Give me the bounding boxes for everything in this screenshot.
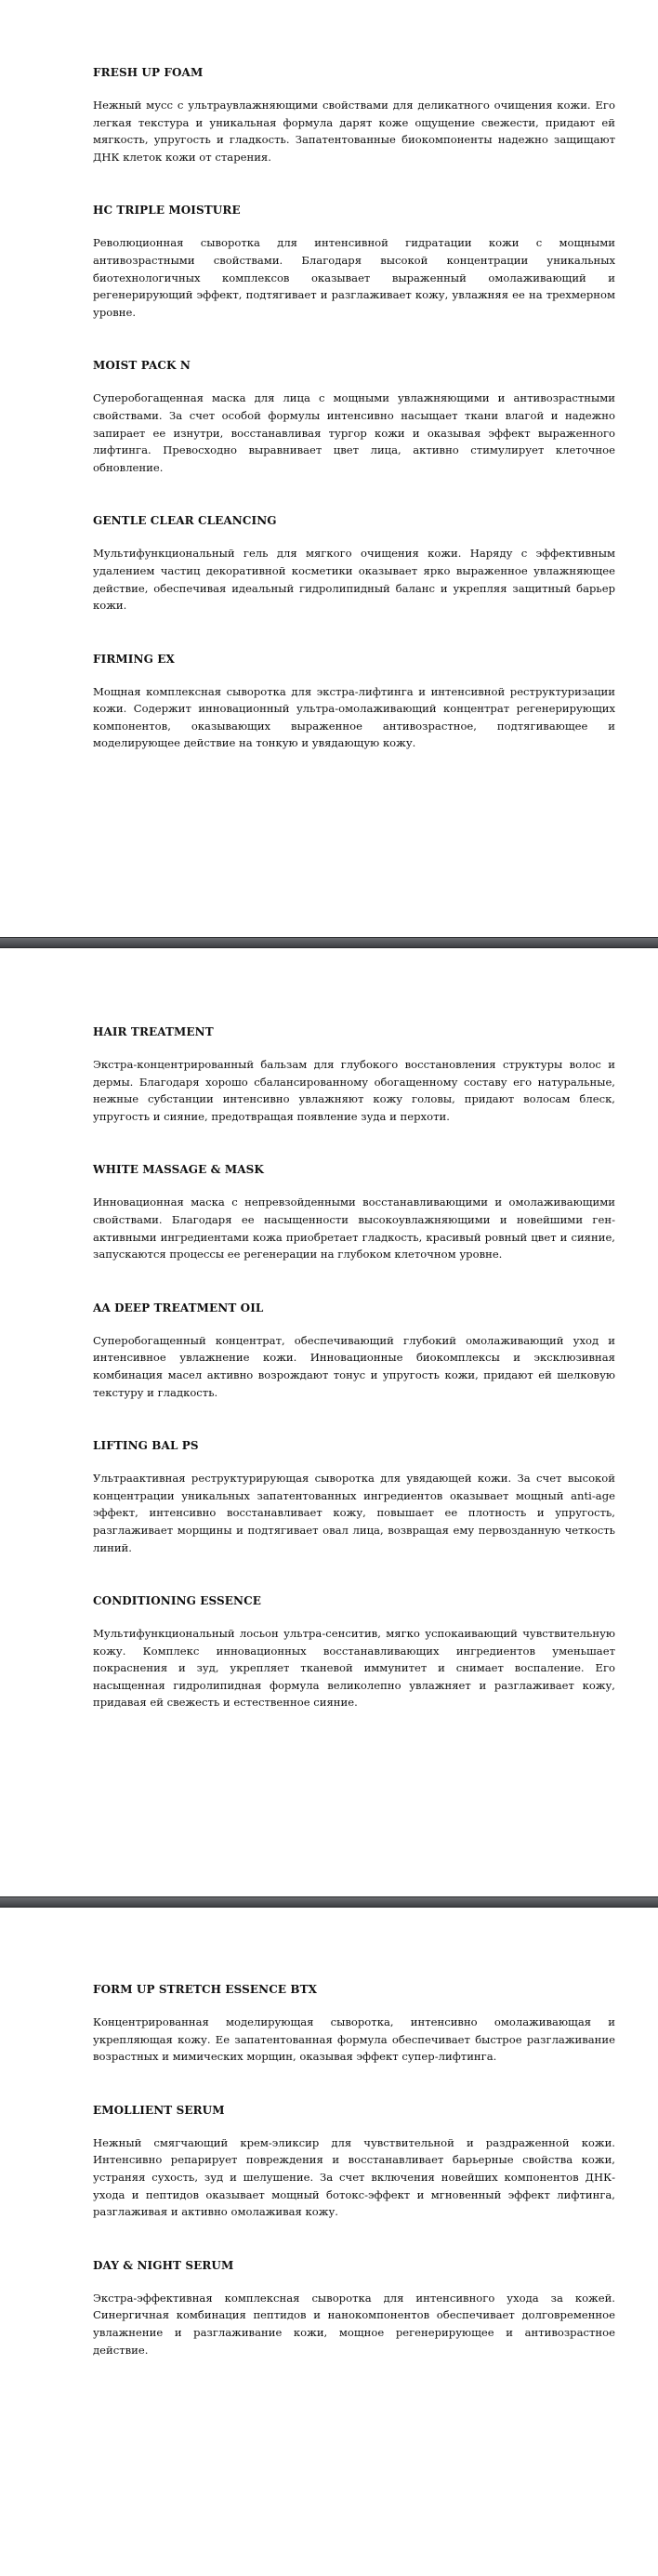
product-title: DAY & NIGHT SERUM [93, 2258, 234, 2272]
page-separator [0, 1896, 658, 1908]
product-entry [93, 358, 615, 476]
product-title: FRESH UP FOAM [93, 66, 204, 79]
product-entry [93, 65, 615, 165]
product-title: CONDITIONING ESSENCE [93, 1594, 261, 1608]
product-description: Революционная сыворотка для интенсивной гидратации кожи с мощными антивозрастными свойствами. Благодаря высокой концентрации уникальных биотехнологичных комплексов оказывает выраженный омолаживающий и регенерирующий эффект, подтягивает и разглаживает кожу, увлажняя ее на трехмерном уровне. [93, 236, 615, 319]
product-entry [93, 1162, 615, 1262]
product-entry [93, 1024, 615, 1125]
product-description: Концентрированная моделирующая сыворотка, интенсивно омолаживающая и укрепляющая кожу. Ее запатентованная формула обеспечивает быстрое разглаживание возрастных и мимических морщин, оказывая эффект супер-лифтинга. [93, 2015, 615, 2064]
product-description: Ультраактивная реструктурирующая сыворотка для увядающей кожи. За счет высокой концентрации уникальных запатентованных ингредиентов оказывает мощный anti-age эффект, интенсивно восстанавливает кожу, повышает ее плотность и упругость, разглаживает морщины и подтягивает овал лица, возвращая ему первозданную четкость линий. [93, 1472, 615, 1554]
product-description: Экстра-эффективная комплексная сыворотка для интенсивного ухода за кожей. Синергичная комбинация пептидов и нанокомпонентов обеспечивает долговременное увлажнение и разглаживание кожи, мощное регенерирующее и антивозрастное действие. [93, 2291, 615, 2357]
product-entry [93, 1301, 615, 1401]
product-entry [93, 513, 615, 614]
product-entry [93, 2103, 615, 2221]
product-title: FIRMING EX [93, 652, 175, 666]
product-entry [93, 203, 615, 321]
product-title: WHITE MASSAGE & MASK [93, 1163, 264, 1177]
product-entry [93, 2258, 615, 2358]
document-page-1 [0, 0, 658, 937]
product-entry [93, 1593, 615, 1711]
product-title: GENTLE CLEAR CLEANCING [93, 514, 277, 528]
product-entry [93, 1438, 615, 1556]
page-separator [0, 937, 658, 948]
product-description: Мощная комплексная сыворотка для экстра-лифтинга и интенсивной реструктуризации кожи. Содержит инновационный ультра-омолаживающий концентрат регенерирующих компонентов, оказывающих выраженное антивозрастное, подтягивающее и моделирующее действие на тонкую и увядающую кожу. [93, 684, 615, 750]
product-description: Нежный смягчающий крем-эликсир для чувствительной и раздраженной кожи. Интенсивно репарирует повреждения и восстанавливает барьерные свойства кожи, устраняя сухость, зуд и шелушение. За счет включения новейших компонентов ДНК-ухода и пептидов оказывает мощный ботокс-эффект и мгновенный эффект лифтинга, разглаживая и активно омолаживая кожу. [93, 2135, 615, 2219]
document-page-2 [0, 948, 658, 1896]
product-description: Инновационная маска с непревзойденными восстанавливающими и омолаживающими свойствами. Благодаря ее насыщенности высокоувлажняющими и новейшими ген-активными ингредиентами кожа приобретает гладкость, красивый ровный цвет и сияние, запускаются процессы ее регенерации на глубоком клеточном уровне. [93, 1196, 615, 1262]
product-description: Суперобогащенная маска для лица с мощными увлажняющими и антивозрастными свойствами. За счет особой формулы интенсивно насыщает ткани влагой и надежно запирает ее изнутри, восстанавливая тургор кожи и оказывая эффект выраженного лифтинга. Превосходно выравнивает цвет лица, активно стимулирует клеточное обновление. [93, 391, 615, 474]
product-title: LIFTING BAL PS [93, 1439, 199, 1453]
product-title: FORM UP STRETCH ESSENCE BTX [93, 1983, 318, 1996]
product-title: HC TRIPLE MOISTURE [93, 204, 241, 218]
product-description: Мультифункциональный гель для мягкого очищения кожи. Наряду с эффективным удалением частиц декоративной косметики оказывает ярко выраженное увлажняющее действие, обеспечивая идеальный гидролипидный баланс и укрепляя защитный барьер кожи. [93, 547, 615, 613]
product-description: Суперобогащенный концентрат, обеспечивающий глубокий омолаживающий уход и интенсивное увлажнение кожи. Инновационные биокомплексы и эксклюзивная комбинация масел активно возрождают тонус и упругость кожи, придают ей шелковую текстуру и гладкость. [93, 1333, 615, 1399]
product-entry [93, 652, 615, 752]
product-title: AA DEEP TREATMENT OIL [93, 1301, 264, 1314]
product-title: MOIST PACK N [93, 359, 191, 373]
product-description: Нежный мусс с ультраувлажняющими свойствами для деликатного очищения кожи. Его легкая текстура и уникальная формула дарят коже ощущение свежести, придают ей мягкость, упругость и гладкость. Запатентованные биокомпоненты надежно защищают ДНК клеток кожи от старения. [93, 99, 615, 164]
product-title: HAIR TREATMENT [93, 1025, 214, 1038]
product-description: Экстра-концентрированный бальзам для глубокого восстановления структуры волос и дермы. Благодаря хорошо сбалансированному обогащенному составу его натуральные, нежные субстанции интенсивно увлажняют кожу головы, придают волосам блеск, упругость и сияние, предотвращая появление зуда и перхоти. [93, 1058, 615, 1123]
product-title: EMOLLIENT SERUM [93, 2103, 225, 2117]
product-description: Мультифункциональный лосьон ультра-сенситив, мягко успокаивающий чувствительную кожу. Комплекс инновационных восстанавливающих ингредиентов уменьшает покраснения и зуд, укрепляет тканевой иммунитет и снимает воспаление. Его насыщенная гидролипидная формула великолепно увлажняет и разглаживает кожу, придавая ей свежесть и естественное сияние. [93, 1627, 615, 1710]
product-entry [93, 1982, 615, 2066]
document-page-3 [0, 1908, 658, 2576]
